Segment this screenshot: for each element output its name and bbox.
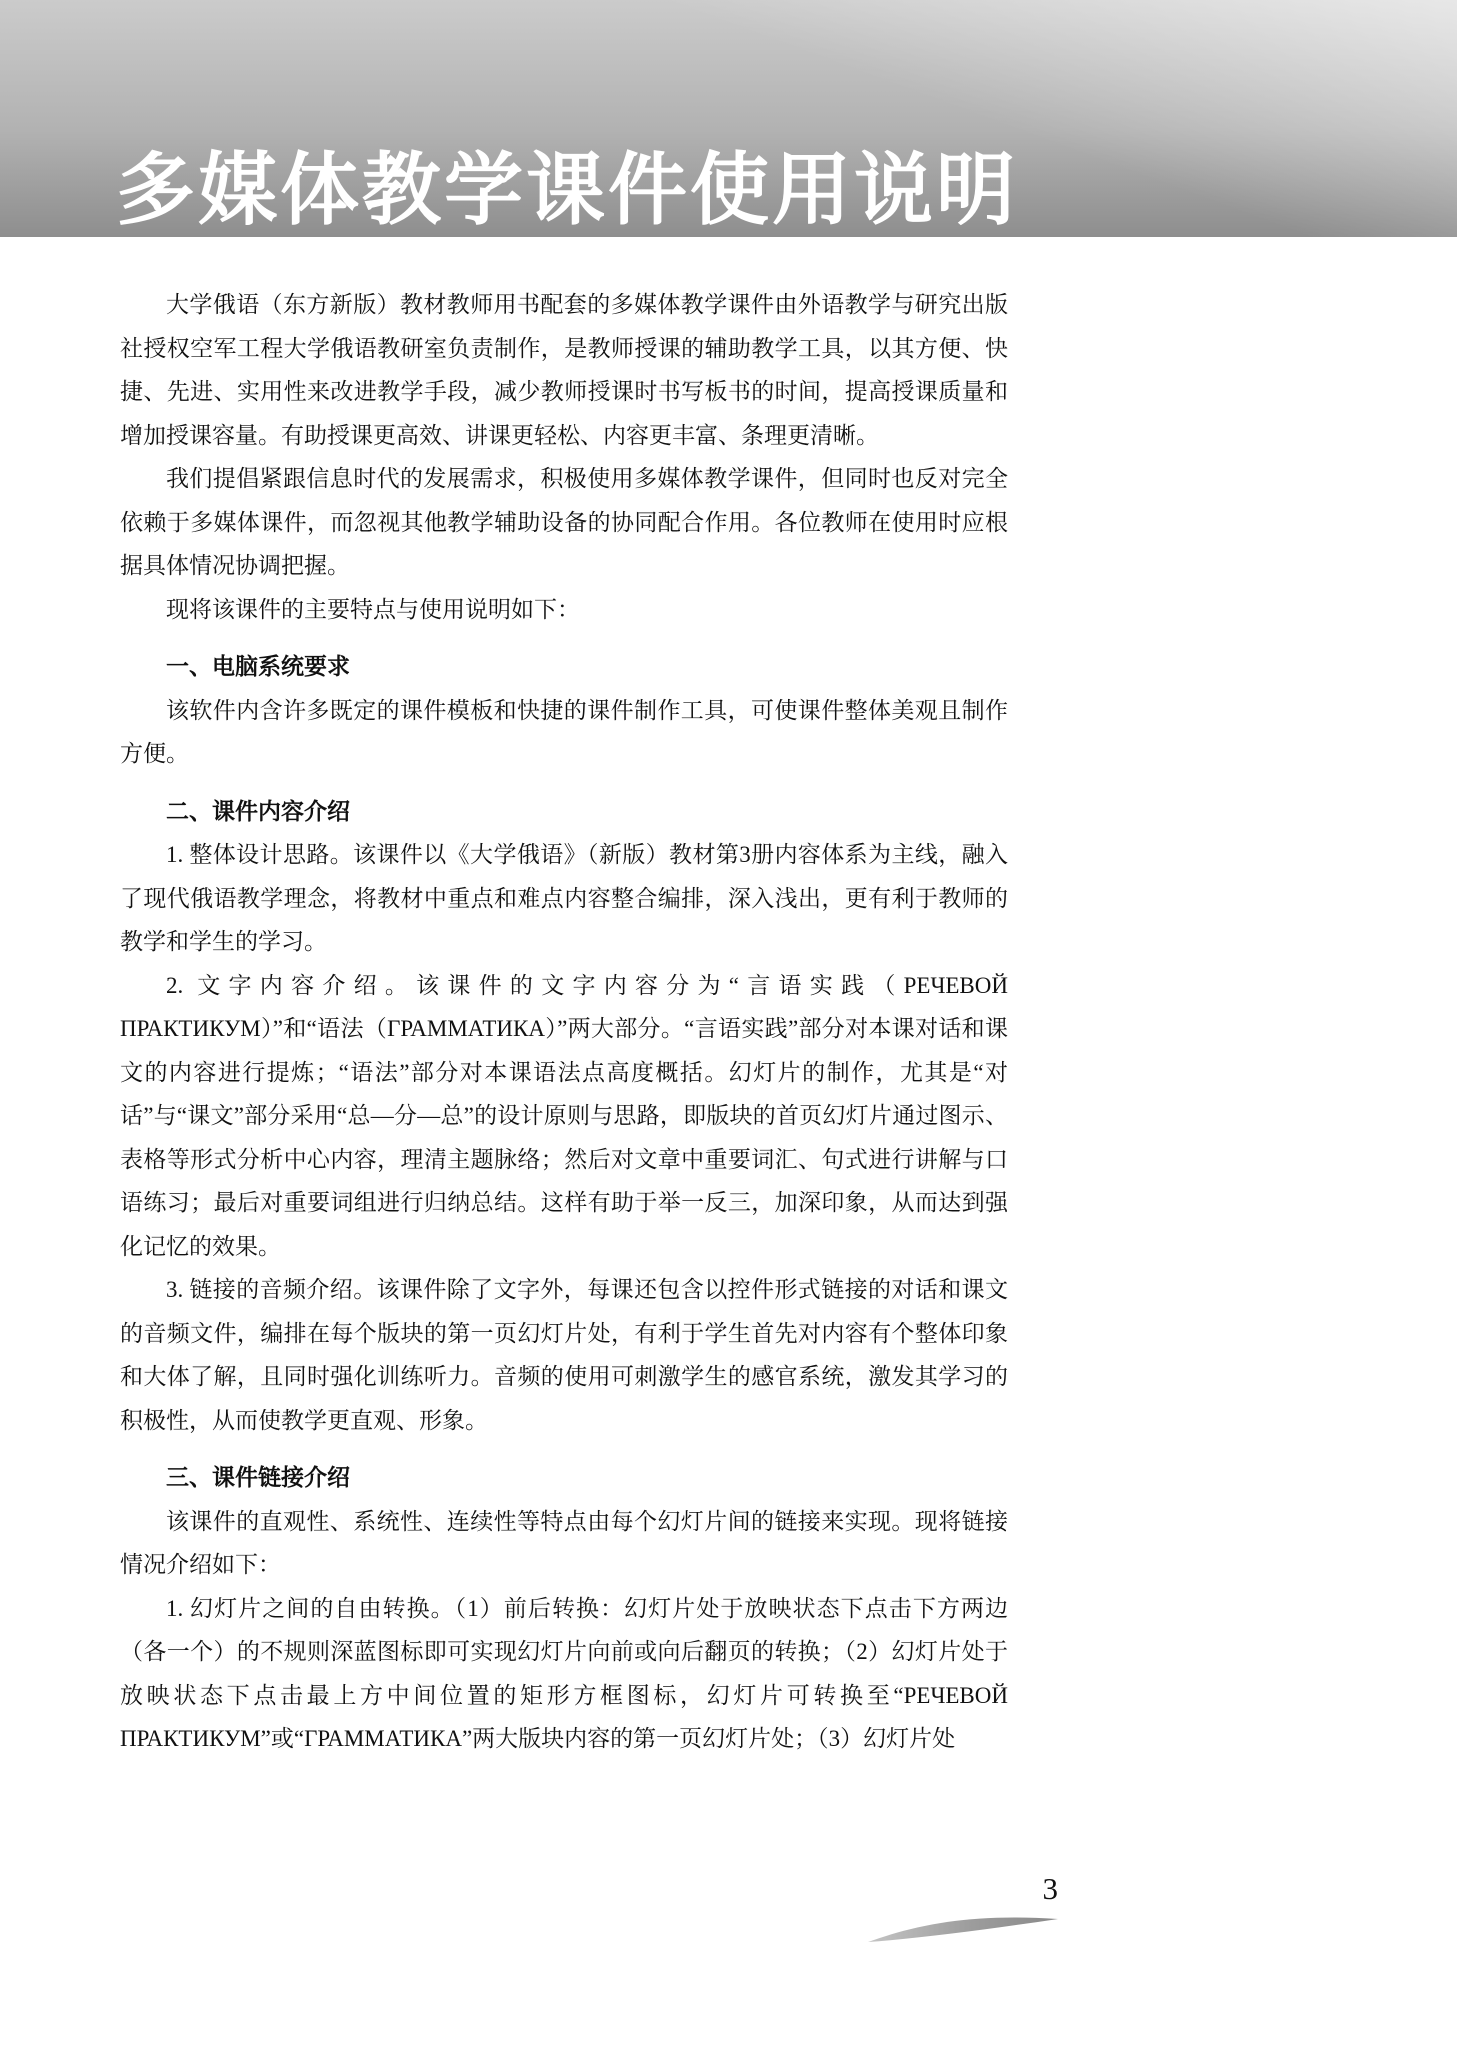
section-heading: 二、课件内容介绍: [166, 797, 350, 824]
paragraph: 2. 文字内容介绍。该课件的文字内容分为“言语实践（РЕЧЕВОЙ ПРАКТИКУМ）”和“语法（ГРАММАТИКА）”两大部分。“言语实践”部分对本课对话和课文的内容进行提炼；“语法”部分对本课语法点高度概括。幻灯片的制作，尤其是“对话”与“课文”部分采用“总—分—总”的设计原则与思路，即版块的首页幻灯片通过图示、表格等形式分析中心内容，理清主题脉络；然后对文章中重要词汇、句式进行讲解与口语练习；最后对重要词组进行归纳总结。这样有助于举一反三，加深印象，从而达到强化记忆的效果。: [120, 972, 1008, 1259]
page-footer: [866, 1870, 1066, 1947]
page-title: 多媒体教学课件使用说明: [116, 145, 1018, 234]
section-heading: 三、课件链接介绍: [166, 1464, 350, 1490]
paragraph: 1. 幻灯片之间的自由转换。（1）前后转换：幻灯片处于放映状态下点击下方两边（各一个）的不规则深蓝图标即可实现幻灯片向前或向后翻页的转换；（2）幻灯片处于放映状态下点击最上方中间位置的矩形方框图标，幻灯片可转换至“РЕЧЕВОЙ ПРАКТИКУМ”或“ГРАММАТИКА”两大版块内容的第一页幻灯片处；（3）幻灯片处: [120, 1595, 1008, 1751]
document-body: [120, 283, 1008, 1761]
paragraph: 3. 链接的音频介绍。该课件除了文字外，每课还包含以控件形式链接的对话和课文的音频文件，编排在每个版块的第一页幻灯片处，有利于学生首先对内容有个整体印象和大体了解，且同时强化训练听力。音频的使用可刺激学生的感官系统，激发其学习的积极性，从而使教学更直观、形象。: [120, 1277, 1008, 1433]
page-number: 3: [1042, 1871, 1058, 1906]
section-heading: 一、电脑系统要求: [166, 653, 350, 679]
paragraph: 该软件内含许多既定的课件模板和快捷的课件制作工具，可使课件整体美观且制作方便。: [120, 697, 1008, 766]
paragraph: 大学俄语（东方新版）教材教师用书配套的多媒体教学课件由外语教学与研究出版社授权空军工程大学俄语教研室负责制作，是教师授课的辅助教学工具，以其方便、快捷、先进、实用性来改进教学手段，减少教师授课时书写板书的时间，提高授课质量和增加授课容量。有助授课更高效、讲课更轻松、内容更丰富、条理更清晰。: [120, 292, 1008, 448]
paragraph: 我们提倡紧跟信息时代的发展需求，积极使用多媒体教学课件，但同时也反对完全依赖于多媒体课件，而忽视其他教学辅助设备的协同配合作用。各位教师在使用时应根据具体情况协调把握。: [120, 466, 1008, 578]
swoosh-graphic: [866, 1911, 1062, 1947]
paragraph: 1. 整体设计思路。该课件以《大学俄语》（新版）教材第3册内容体系为主线，融入了现代俄语教学理念，将教材中重点和难点内容整合编排，深入浅出，更有利于教师的教学和学生的学习。: [120, 842, 1008, 954]
swoosh-icon: [866, 1911, 1062, 1947]
title-banner: [0, 0, 1457, 237]
paragraph: 现将该课件的主要特点与使用说明如下：: [166, 596, 580, 622]
paragraph: 该课件的直观性、系统性、连续性等特点由每个幻灯片间的链接来实现。现将链接情况介绍如下：: [120, 1508, 1008, 1577]
